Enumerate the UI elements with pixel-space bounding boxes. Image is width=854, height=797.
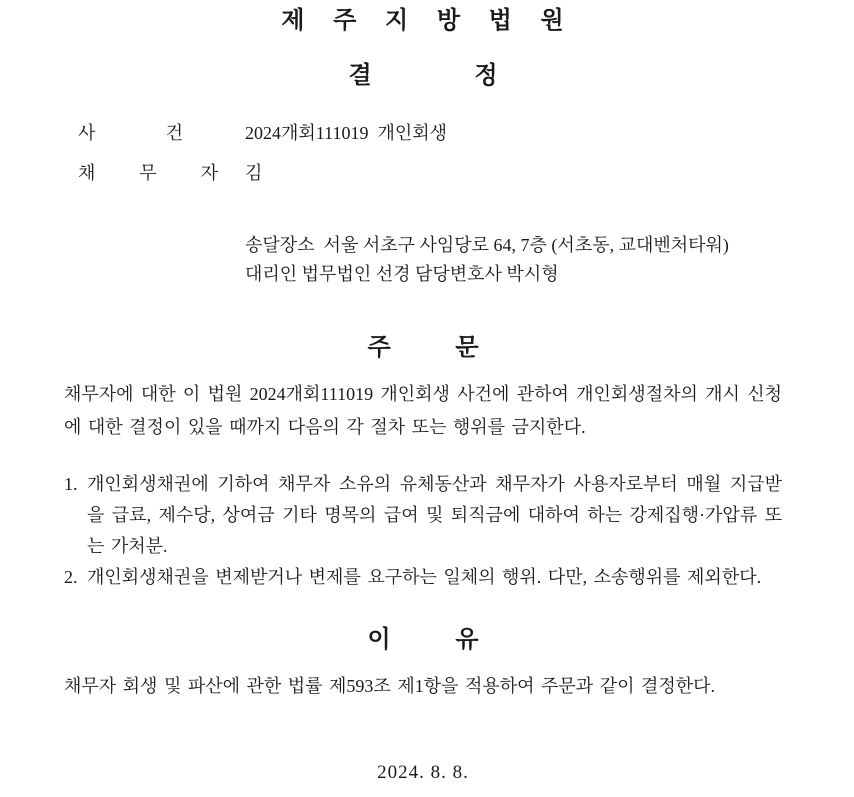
case-number-label: 사 건 — [78, 123, 183, 143]
case-info-block — [64, 120, 782, 200]
order-item-1 — [64, 469, 782, 562]
reason-paragraph: 채무자 회생 및 파산에 관한 법률 제593조 제1항을 적용하여 주문과 같이 결정한다. — [64, 676, 716, 696]
order-item-list — [64, 469, 782, 593]
party-details-block — [245, 231, 782, 289]
document-type-title: 결 정 — [348, 62, 498, 89]
case-number-value: 2024개회111019 개인회생 — [245, 123, 447, 143]
case-number-row — [78, 120, 782, 146]
service-address-line: 송달장소 서울 서초구 사임당로 64, 7층 (서초동, 교대벤처타워) — [245, 235, 729, 255]
debtor-row — [78, 160, 782, 186]
order-item-2-text: 개인회생채권을 변제받거나 변제를 요구하는 일체의 행위. 다만, 소송행위를 제외한다. — [87, 567, 762, 587]
court-name-title: 제 주 지 방 법 원 — [281, 7, 565, 34]
order-item-1-text: 개인회생채권에 기하여 채무자 소유의 유체동산과 채무자가 사용자로부터 매월 지급받을 급료, 제수당, 상여금 기타 명목의 급여 및 퇴직금에 대하여 하는 강제집행·가압류 또는 가처분. — [87, 474, 782, 556]
order-section-heading: 주 문 — [367, 334, 479, 361]
debtor-value: 김 — [245, 163, 263, 183]
decision-date-text: 2024. 8. 8. — [377, 762, 469, 783]
order-item-2-number: 2. — [64, 567, 78, 587]
order-item-2 — [64, 562, 782, 593]
debtor-label: 채 무 자 — [78, 163, 218, 183]
order-item-1-number: 1. — [64, 474, 78, 494]
decision-date — [64, 761, 782, 787]
reason-section-heading: 이 유 — [367, 626, 479, 653]
attorney-line: 대리인 법무법인 선경 담당변호사 박시형 — [245, 264, 559, 284]
order-intro-paragraph: 채무자에 대한 이 법원 2024개회111019 개인회생 사건에 관하여 개인회생절차의 개시 신청에 대한 결정이 있을 때까지 다음의 각 절차 또는 행위를 금지한다. — [64, 384, 782, 437]
